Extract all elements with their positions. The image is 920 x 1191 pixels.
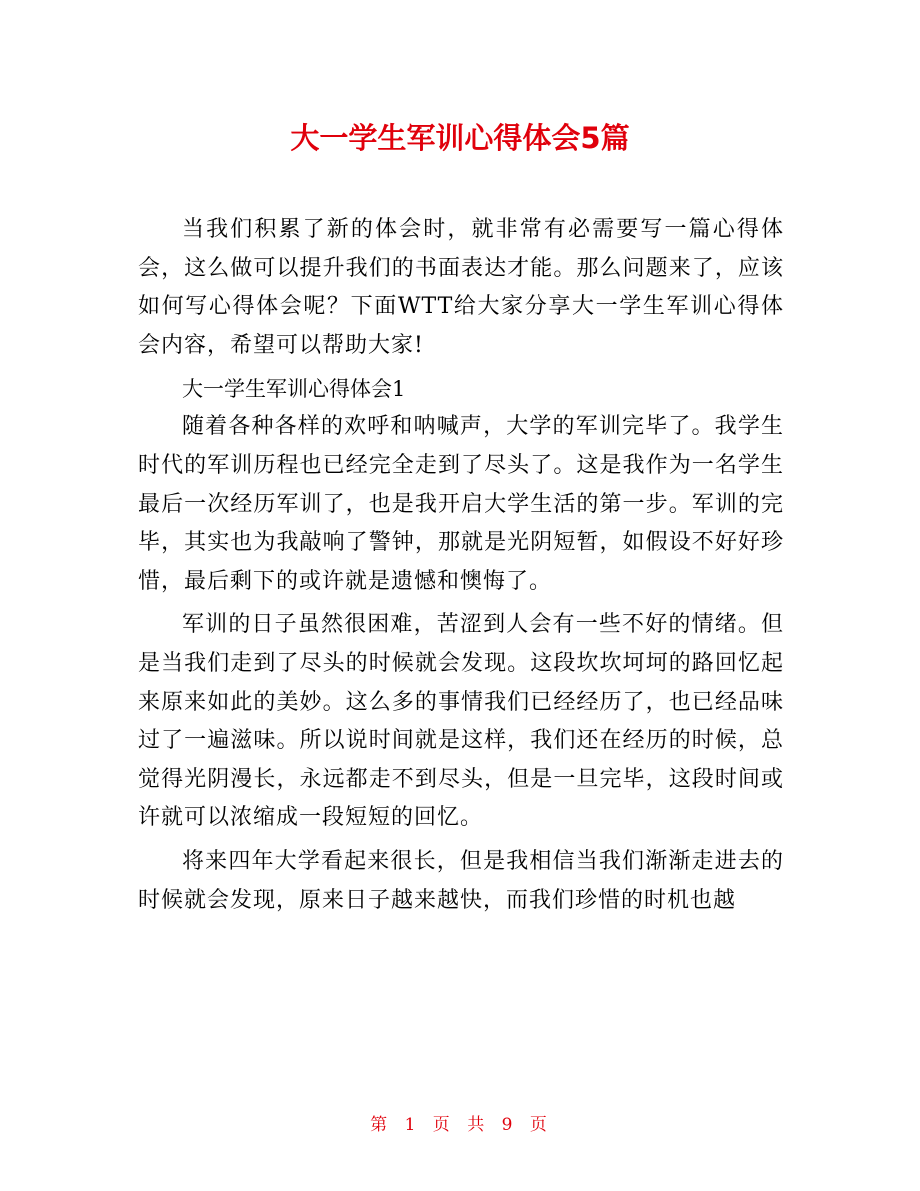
intro-paragraph: 当我们积累了新的体会时，就非常有必需要写一篇心得体会，这么做可以提升我们的书面表达才能。那么问题来了，应该如何写心得体会呢？下面WTT给大家分享大一学生军训心得体会内容，希望可以帮助大家!: [138, 217, 784, 358]
body-paragraph-1: 随着各种各样的欢呼和呐喊声，大学的军训完毕了。我学生时代的军训历程也已经完全走到了尽头了。这是我作为一名学生最后一次经历军训了，也是我开启大学生活的第一步。军训的完毕，其实也为我敲响了警钟，那就是光阴短暂，如假设不好好珍惜，最后剩下的或许就是遗憾和懊悔了。: [138, 414, 784, 594]
page-footer: 第 1 页 共 9 页: [370, 1115, 550, 1135]
section-heading-1: 大一学生军训心得体会1: [182, 377, 406, 402]
body-paragraph-2: 军训的日子虽然很困难，苦涩到人会有一些不好的情绪。但是当我们走到了尽头的时候就会发现。这段坎坎坷坷的路回忆起来原来如此的美妙。这么多的事情我们已经经历了，也已经品味过了一遍滋味。所以说时间就是这样，我们还在经历的时候，总觉得光阴漫长，永远都走不到尽头，但是一旦完毕，这段时间或许就可以浓缩成一段短短的回忆。: [138, 612, 784, 831]
document-title: 大一学生军训心得体会5篇: [290, 121, 630, 155]
document-body: [138, 211, 784, 920]
body-paragraph-3: 将来四年大学看起来很长，但是我相信当我们渐渐走进去的时候就会发现，原来日子越来越快，而我们珍惜的时机也越: [138, 848, 784, 913]
